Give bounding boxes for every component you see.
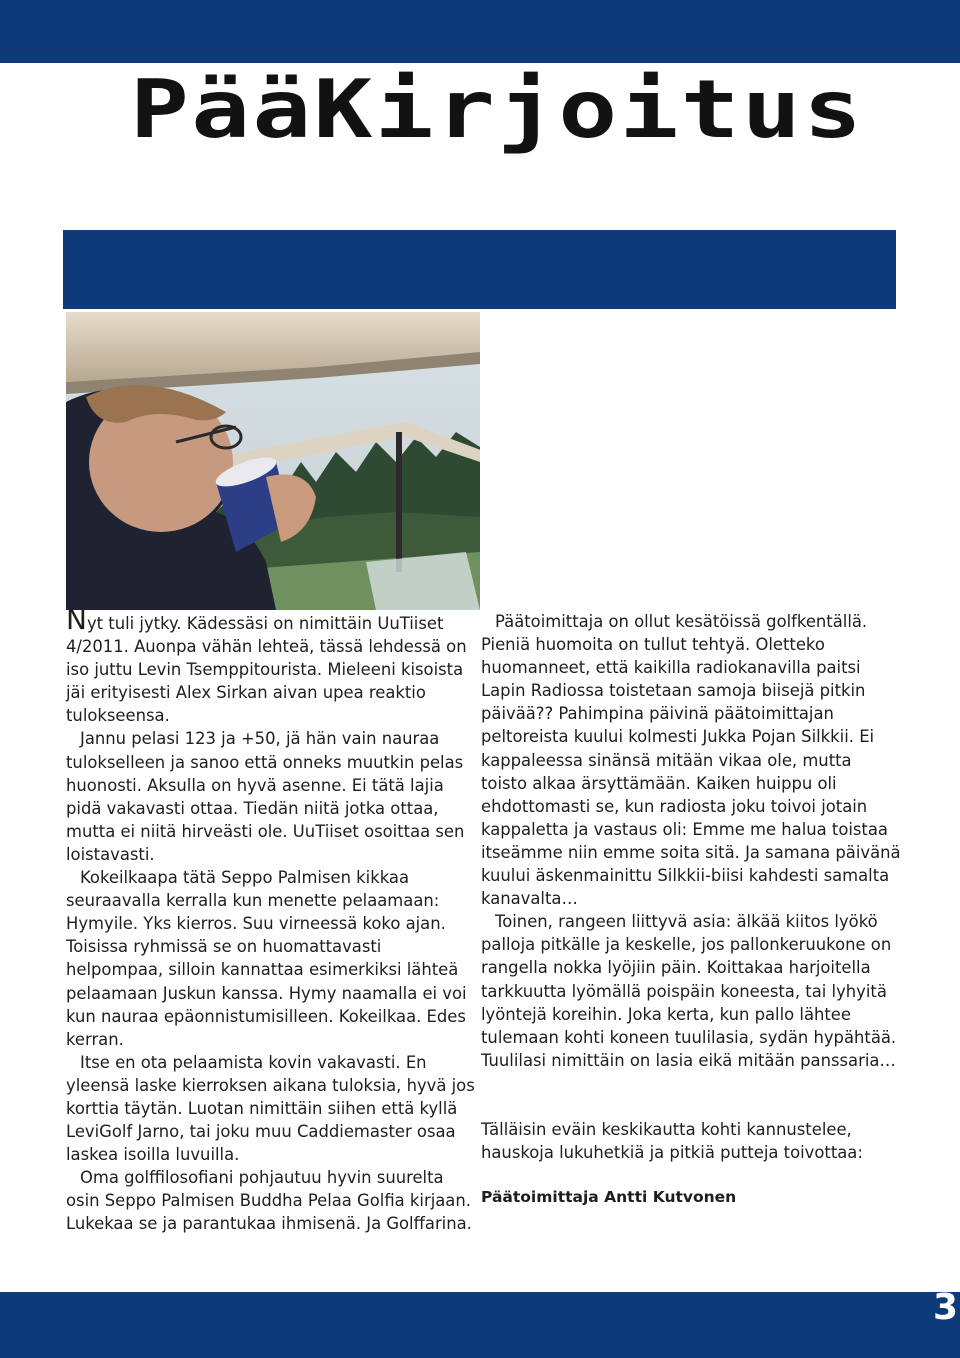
paragraph-golffilosofia: Oma golffilosofiani pohjautuu hyvin suurelta osin Seppo Palmisen Buddha Pelaa Golfia kirjaan. Lukekaa se ja parantukaa ihmisenä. Ja Golffarina.	[66, 1168, 472, 1234]
article-column-left	[66, 603, 476, 1236]
paragraph-range: Toinen, rangeen liittyvä asia: älkää kiitos lyökö palloja pitkälle ja keskelle, jos pallonkeruukone on rangella nokka lyöjiin päin. Koittakaa harjoitella tarkkuutta lyömällä poispäin koneesta, tai lyhyitä lyöntejä koreihin. Joka kerta, kun pallo lähtee tulemaan kohti koneen tuulilasia, sydän hypähtää. Tuulilasi nimittäin on lasia eikä mitään panssaria…	[481, 912, 897, 1070]
article-column-right	[481, 610, 901, 1209]
bottom-footer-bar	[0, 1287, 960, 1358]
paragraph-radio: Päätoimittaja on ollut kesätöissä golfkentällä. Pieniä huomoita on tullut tehtyä. Oletteko huomanneet, että kaikilla radiokanavilla paitsi Lapin Radiossa toistetaan samoja biisejä pitkin päivää?? Pahimpina päivinä päätoimittajan peltoreista kuului kolmesti Jukka Pojan Silkkii. Ei kappaleessa sinänsä mitään vikaa ole, mutta toisto alkaa ärsyttämään. Kaiken huippu oli ehdottomasti se, kun radiosta joku toivoi jotain kappaletta ja vastaus oli: Emme me halua toistaa itseämme niin emme soita sitä. Ja samana päivänä kuului äskenmainittu Silkkii-biisi kahdesti samalta kanavalta…	[481, 612, 901, 909]
paragraph-vakavasti: Itse en ota pelaamista kovin vakavasti. En yleensä laske kierroksen aikana tuloksia, hyvä jos korttia täytän. Luotan nimittäin siihen että kyllä LeviGolf Jarno, tai joku muu Caddiemaster osaa laskea isoilla luvuilla.	[66, 1052, 475, 1165]
page-title: PääKirjoitus	[130, 63, 865, 156]
signature: Päätoimittaja Antti Kutvonen	[481, 1188, 737, 1207]
page-number: 3	[932, 1287, 958, 1328]
paragraph-closing: Tälläisin eväin keskikautta kohti kannustelee, hauskoja lukuhetkiä ja pitkiä putteja toivottaa:	[481, 1119, 863, 1162]
blue-banner-band	[63, 230, 896, 309]
paragraph-jannu: Jannu pelasi 123 ja +50, jä hän vain nauraa tulokselleen ja sanoo että onneks muutkin pelas huonosti. Aksulla on hyvä asenne. Ei tätä lajia pidä vakavasti ottaa. Tiedän niitä jotka ottaa, mutta ei niitä hirveästi ole. UuTiiset osoittaa sen loistavasti.	[66, 729, 465, 864]
article-photo	[66, 312, 480, 610]
paragraph-hymyile: Kokeilkaapa tätä Seppo Palmisen kikkaa seuraavalla kerralla kun menette pelaamaan: Hymyile. Yks kierros. Suu virneessä koko ajan. Toisissa ryhmissä se on huomattavasti helpompaa, silloin kannattaa esimerkiksi lähteä pelaamaan Juskun kanssa. Hymy naamalla ei voi kun nauraa epäonnistumisilleen. Kokeilkaa. Edes kerran.	[66, 868, 467, 1049]
paragraph-intro	[66, 603, 476, 727]
top-header-bar	[0, 0, 960, 63]
drop-cap: N	[66, 603, 87, 636]
paragraph-intro-text: yt tuli jytky. Kädessäsi on nimittäin UuTiiset 4/2011. Auonpa vähän lehteä, tässä lehdessä on iso juttu Levin Tsemppitourista. Mieleeni kisoista jäi erityisesti Alex Sirkan aivan upea reaktio tulokseensa.	[66, 614, 467, 726]
